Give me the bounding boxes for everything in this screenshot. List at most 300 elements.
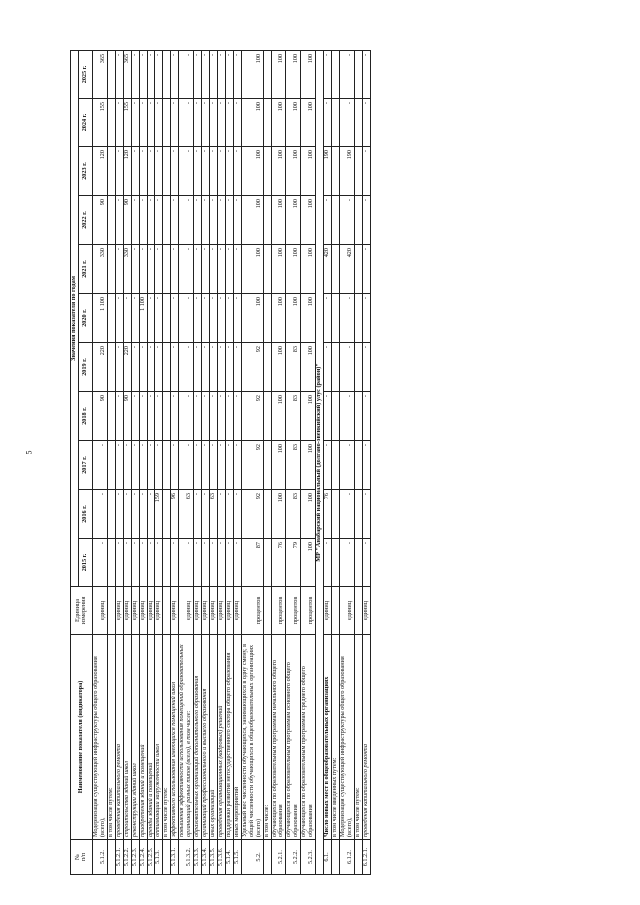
row-year-value: - bbox=[115, 539, 123, 587]
row-year-value bbox=[163, 441, 171, 490]
row-year-value bbox=[263, 294, 271, 343]
row-year-value: - bbox=[210, 196, 218, 245]
table-row bbox=[263, 50, 271, 874]
row-year-value: - bbox=[202, 441, 210, 490]
row-year-value: 100 bbox=[301, 392, 316, 441]
row-year-value: - bbox=[115, 245, 123, 294]
row-year-value: - bbox=[147, 294, 155, 343]
row-year-value: - bbox=[202, 147, 210, 196]
row-indicator-name: строительства зданий школ bbox=[123, 635, 131, 840]
row-indicator-name: оптимизации загруженности школ bbox=[155, 635, 163, 840]
row-year-value bbox=[107, 490, 115, 539]
row-year-value: - bbox=[139, 196, 147, 245]
row-year-value: 100 bbox=[241, 50, 263, 98]
row-year-value: - bbox=[147, 343, 155, 392]
row-year-value: - bbox=[233, 294, 241, 343]
row-unit: процентов bbox=[301, 587, 316, 635]
row-year-value: - bbox=[233, 245, 241, 294]
row-year-value bbox=[263, 343, 271, 392]
row-unit: единиц bbox=[131, 587, 139, 635]
row-year-value: - bbox=[233, 196, 241, 245]
row-year-value: - bbox=[210, 245, 218, 294]
row-number: 5.1.3.1. bbox=[171, 840, 179, 875]
row-year-value: - bbox=[217, 99, 225, 147]
row-year-value: 76 bbox=[324, 490, 332, 539]
row-year-value: - bbox=[210, 343, 218, 392]
row-number: 6.1. bbox=[324, 840, 332, 875]
row-year-value bbox=[332, 539, 340, 587]
row-year-value: 92 bbox=[241, 441, 263, 490]
row-year-value: 100 bbox=[271, 441, 286, 490]
row-year-value: - bbox=[179, 294, 194, 343]
row-year-value bbox=[332, 343, 340, 392]
row-year-value: - bbox=[194, 441, 202, 490]
row-number: 5.1.2. bbox=[92, 840, 107, 875]
row-year-value bbox=[354, 441, 362, 490]
row-year-value: 100 bbox=[271, 343, 286, 392]
row-year-value: - bbox=[324, 343, 332, 392]
row-year-value: 100 bbox=[271, 245, 286, 294]
row-year-value: - bbox=[139, 343, 147, 392]
row-year-value: - bbox=[233, 99, 241, 147]
row-year-value bbox=[332, 99, 340, 147]
row-year-value: - bbox=[339, 196, 354, 245]
row-indicator-name: эффективного использования имеющихся помещений школ bbox=[171, 635, 179, 840]
row-year-value: - bbox=[147, 490, 155, 539]
row-unit: единиц bbox=[179, 587, 194, 635]
row-year-value: 100 bbox=[301, 343, 316, 392]
row-number: 5.1.2.1. bbox=[115, 840, 123, 875]
row-year-value: - bbox=[139, 245, 147, 294]
row-year-value: 100 bbox=[241, 196, 263, 245]
row-unit: единиц bbox=[123, 587, 131, 635]
row-number bbox=[332, 840, 340, 875]
row-year-value bbox=[354, 147, 362, 196]
row-indicator-name: повышения эффективности использования помещений образовательных организаций разных типов (всего), в том числе: bbox=[179, 635, 194, 840]
row-year-value: 100 bbox=[271, 50, 286, 98]
row-year-value: - bbox=[339, 441, 354, 490]
header-year: 2018 г. bbox=[78, 392, 92, 441]
row-year-value: - bbox=[123, 539, 131, 587]
row-year-value bbox=[163, 392, 171, 441]
row-year-value bbox=[332, 294, 340, 343]
row-year-value: - bbox=[194, 196, 202, 245]
row-year-value: - bbox=[225, 539, 233, 587]
row-year-value bbox=[163, 196, 171, 245]
row-year-value: - bbox=[115, 99, 123, 147]
row-year-value: 100 bbox=[286, 245, 301, 294]
row-unit: единиц bbox=[139, 587, 147, 635]
row-indicator-name: Число новых мест в общеобразовательных организациях bbox=[324, 635, 332, 840]
row-year-value: - bbox=[225, 245, 233, 294]
row-year-value: - bbox=[324, 392, 332, 441]
header-year: 2017 г. bbox=[78, 441, 92, 490]
row-year-value: 100 bbox=[301, 245, 316, 294]
row-year-value: - bbox=[194, 147, 202, 196]
row-year-value: 83 bbox=[286, 441, 301, 490]
row-year-value: 100 bbox=[301, 147, 316, 196]
row-year-value: 63 bbox=[179, 490, 194, 539]
row-number: 5.1.3.4. bbox=[202, 840, 210, 875]
table-row bbox=[362, 50, 370, 874]
row-year-value bbox=[107, 196, 115, 245]
row-year-value: 100 bbox=[271, 294, 286, 343]
row-year-value: - bbox=[362, 441, 370, 490]
row-year-value: 100 bbox=[286, 147, 301, 196]
row-year-value: - bbox=[115, 50, 123, 98]
page-number: 5 bbox=[24, 450, 34, 455]
row-year-value: - bbox=[233, 392, 241, 441]
row-year-value: - bbox=[171, 539, 179, 587]
row-year-value: 100 bbox=[301, 294, 316, 343]
row-year-value: - bbox=[202, 539, 210, 587]
row-year-value: - bbox=[171, 147, 179, 196]
row-number: 5.1.3.5. bbox=[210, 840, 218, 875]
row-unit: единиц bbox=[210, 587, 218, 635]
row-year-value: - bbox=[131, 539, 139, 587]
row-year-value: - bbox=[179, 99, 194, 147]
section-title: МР "Анабарский национальный (долгано-эвенкийский) улус (район)" bbox=[316, 50, 324, 874]
row-year-value: - bbox=[362, 294, 370, 343]
row-year-value: - bbox=[202, 245, 210, 294]
row-year-value: 220 bbox=[92, 343, 107, 392]
row-year-value bbox=[163, 50, 171, 98]
row-year-value: - bbox=[139, 50, 147, 98]
row-year-value bbox=[332, 392, 340, 441]
row-year-value: - bbox=[210, 392, 218, 441]
row-year-value: - bbox=[147, 196, 155, 245]
row-year-value: 92 bbox=[241, 490, 263, 539]
row-number: 5.1.3.2. bbox=[179, 840, 194, 875]
row-indicator-name: проведения организационных (кадровых) решений bbox=[217, 635, 225, 840]
row-year-value: - bbox=[194, 50, 202, 98]
row-year-value: 220 bbox=[123, 343, 131, 392]
row-year-value bbox=[354, 99, 362, 147]
row-year-value bbox=[107, 147, 115, 196]
row-year-value: - bbox=[339, 99, 354, 147]
row-year-value: - bbox=[139, 99, 147, 147]
row-year-value: - bbox=[233, 50, 241, 98]
row-year-value: 100 bbox=[271, 490, 286, 539]
row-number: 5.1.2.2. bbox=[123, 840, 131, 875]
row-number: 5.1.3.6. bbox=[217, 840, 225, 875]
row-year-value: - bbox=[147, 99, 155, 147]
row-year-value bbox=[263, 392, 271, 441]
row-year-value: - bbox=[225, 392, 233, 441]
row-year-value: - bbox=[233, 343, 241, 392]
table-row bbox=[131, 50, 139, 874]
table-row bbox=[179, 50, 194, 874]
row-year-value: - bbox=[339, 343, 354, 392]
header-year: 2020 г. bbox=[78, 294, 92, 343]
row-year-value: - bbox=[202, 50, 210, 98]
table-row bbox=[92, 50, 107, 874]
row-number: 5.2. bbox=[241, 840, 263, 875]
row-year-value: - bbox=[131, 245, 139, 294]
row-year-value bbox=[163, 147, 171, 196]
row-year-value: - bbox=[339, 539, 354, 587]
row-year-value: 100 bbox=[271, 196, 286, 245]
row-year-value: - bbox=[202, 196, 210, 245]
row-year-value: - bbox=[171, 294, 179, 343]
row-year-value: - bbox=[171, 343, 179, 392]
row-year-value: - bbox=[171, 99, 179, 147]
row-indicator-name: иных организаций bbox=[210, 635, 218, 840]
row-year-value: - bbox=[131, 343, 139, 392]
row-year-value: - bbox=[324, 99, 332, 147]
row-year-value: - bbox=[139, 539, 147, 587]
row-year-value: 83 bbox=[286, 392, 301, 441]
row-unit: процентов bbox=[286, 587, 301, 635]
row-year-value: 83 bbox=[286, 343, 301, 392]
row-year-value: - bbox=[179, 147, 194, 196]
row-year-value bbox=[163, 245, 171, 294]
row-year-value: - bbox=[194, 392, 202, 441]
header-num: № п/п bbox=[71, 840, 93, 875]
table-row bbox=[324, 50, 332, 874]
row-year-value: - bbox=[155, 343, 163, 392]
row-year-value: - bbox=[131, 196, 139, 245]
row-unit: процентов bbox=[271, 587, 286, 635]
row-year-value: 100 bbox=[286, 99, 301, 147]
row-year-value: - bbox=[362, 392, 370, 441]
row-indicator-name: в том числе путем: bbox=[163, 635, 171, 840]
row-year-value: - bbox=[233, 441, 241, 490]
row-year-value bbox=[107, 392, 115, 441]
row-year-value: - bbox=[171, 196, 179, 245]
table-row bbox=[301, 50, 316, 874]
row-year-value: - bbox=[194, 343, 202, 392]
row-year-value: - bbox=[194, 245, 202, 294]
row-year-value: - bbox=[147, 539, 155, 587]
row-unit: единиц bbox=[217, 587, 225, 635]
row-unit: единиц bbox=[147, 587, 155, 635]
row-year-value: - bbox=[210, 99, 218, 147]
row-year-value bbox=[332, 245, 340, 294]
row-year-value: - bbox=[179, 343, 194, 392]
row-year-value: 100 bbox=[241, 294, 263, 343]
row-year-value: - bbox=[202, 343, 210, 392]
row-number: 5.1.3.3. bbox=[194, 840, 202, 875]
row-year-value: - bbox=[339, 490, 354, 539]
row-year-value: - bbox=[324, 441, 332, 490]
row-number: 5.1.4. bbox=[225, 840, 233, 875]
row-year-value bbox=[163, 294, 171, 343]
row-year-value: - bbox=[225, 294, 233, 343]
row-year-value: 100 bbox=[301, 441, 316, 490]
row-year-value bbox=[107, 539, 115, 587]
row-year-value: - bbox=[339, 50, 354, 98]
row-indicator-name: Модернизация существующей инфраструктуры общего образования (всего), bbox=[92, 635, 107, 840]
row-indicator-name: Удельный вес численности обучающихся, занимающихся в одну смену, в общей численности обучающихся в общеобразовательных организациях (всего) bbox=[241, 635, 263, 840]
row-indicator-name: иных мероприятий bbox=[233, 635, 241, 840]
row-year-value: - bbox=[233, 147, 241, 196]
row-year-value: - bbox=[362, 490, 370, 539]
row-year-value: - bbox=[362, 147, 370, 196]
row-unit: единиц bbox=[324, 587, 332, 635]
row-indicator-name: в том числе: bbox=[263, 635, 271, 840]
row-year-value bbox=[263, 441, 271, 490]
row-year-value: - bbox=[92, 490, 107, 539]
row-year-value: - bbox=[217, 245, 225, 294]
row-year-value: - bbox=[139, 392, 147, 441]
row-year-value: - bbox=[225, 441, 233, 490]
row-year-value: - bbox=[202, 392, 210, 441]
row-year-value: - bbox=[225, 343, 233, 392]
row-year-value bbox=[332, 441, 340, 490]
row-year-value: - bbox=[115, 196, 123, 245]
row-year-value: 100 bbox=[301, 99, 316, 147]
row-year-value: 100 bbox=[271, 147, 286, 196]
row-year-value: - bbox=[115, 147, 123, 196]
header-year: 2024 г. bbox=[78, 99, 92, 147]
row-number: 5.1.2.3. bbox=[131, 840, 139, 875]
row-number: 5.1.3. bbox=[155, 840, 163, 875]
row-year-value: - bbox=[225, 99, 233, 147]
table-body bbox=[92, 50, 370, 874]
row-year-value: - bbox=[225, 147, 233, 196]
table-row bbox=[155, 50, 163, 874]
row-indicator-name: в том числе введенных путем: bbox=[332, 635, 340, 840]
header-name: Наименование показателя (индикатора) bbox=[71, 635, 93, 840]
row-year-value: - bbox=[217, 147, 225, 196]
row-year-value: - bbox=[210, 50, 218, 98]
row-year-value bbox=[354, 196, 362, 245]
row-number: 5.2.2. bbox=[286, 840, 301, 875]
row-year-value: - bbox=[225, 50, 233, 98]
row-year-value: - bbox=[324, 294, 332, 343]
row-year-value: - bbox=[210, 294, 218, 343]
row-indicator-name: Модернизация существующей инфраструктуры общего образования (всего), bbox=[339, 635, 354, 840]
row-year-value: - bbox=[362, 539, 370, 587]
row-year-value bbox=[332, 196, 340, 245]
row-year-value bbox=[263, 50, 271, 98]
row-year-value bbox=[263, 99, 271, 147]
row-indicator-name: приобретения зданий и помещений bbox=[139, 635, 147, 840]
row-year-value bbox=[107, 99, 115, 147]
row-year-value: - bbox=[194, 539, 202, 587]
row-year-value: 100 bbox=[301, 196, 316, 245]
row-year-value: - bbox=[131, 147, 139, 196]
row-year-value: - bbox=[217, 539, 225, 587]
row-year-value: - bbox=[155, 99, 163, 147]
row-indicator-name: поддержки развития негосударственного сектора общего образования bbox=[225, 635, 233, 840]
row-year-value: - bbox=[202, 294, 210, 343]
row-unit: единиц bbox=[92, 587, 107, 635]
row-year-value: 365 bbox=[123, 50, 131, 98]
row-year-value: - bbox=[324, 50, 332, 98]
table-row bbox=[225, 50, 233, 874]
row-year-value: - bbox=[179, 539, 194, 587]
header-year: 2015 г. bbox=[78, 539, 92, 587]
row-year-value bbox=[354, 50, 362, 98]
row-year-value: - bbox=[131, 294, 139, 343]
row-year-value: - bbox=[179, 245, 194, 294]
row-year-value bbox=[354, 343, 362, 392]
row-year-value: - bbox=[217, 490, 225, 539]
row-indicator-name: организаций профессионального и высшего образования bbox=[202, 635, 210, 840]
row-year-value: - bbox=[115, 392, 123, 441]
row-year-value: - bbox=[155, 196, 163, 245]
table-row bbox=[339, 50, 354, 874]
row-year-value: 330 bbox=[92, 245, 107, 294]
row-year-value: 155 bbox=[123, 99, 131, 147]
row-year-value: - bbox=[155, 147, 163, 196]
rotated-table-page bbox=[70, 50, 600, 875]
row-year-value: - bbox=[324, 196, 332, 245]
row-year-value: 190 bbox=[324, 147, 332, 196]
row-year-value: - bbox=[147, 50, 155, 98]
row-year-value bbox=[107, 441, 115, 490]
row-year-value: - bbox=[171, 392, 179, 441]
row-year-value: 100 bbox=[241, 245, 263, 294]
row-year-value: - bbox=[362, 99, 370, 147]
row-year-value: - bbox=[155, 441, 163, 490]
row-indicator-name: обучающихся по образовательным программам основного общего образования bbox=[286, 635, 301, 840]
row-year-value: 155 bbox=[92, 99, 107, 147]
row-indicator-name: проведения капитального ремонта bbox=[115, 635, 123, 840]
row-year-value: - bbox=[233, 490, 241, 539]
row-year-value: 1 100 bbox=[92, 294, 107, 343]
row-year-value: 90 bbox=[123, 392, 131, 441]
row-year-value: - bbox=[217, 294, 225, 343]
row-year-value: - bbox=[217, 441, 225, 490]
row-year-value: 420 bbox=[324, 245, 332, 294]
row-year-value: - bbox=[155, 245, 163, 294]
row-year-value bbox=[332, 50, 340, 98]
row-year-value: 76 bbox=[271, 539, 286, 587]
row-year-value: - bbox=[233, 539, 241, 587]
row-unit: единиц bbox=[233, 587, 241, 635]
row-unit: единиц bbox=[171, 587, 179, 635]
row-year-value: - bbox=[131, 392, 139, 441]
row-year-value: - bbox=[362, 343, 370, 392]
row-year-value: 100 bbox=[286, 294, 301, 343]
row-indicator-name: в том числе путем: bbox=[354, 635, 362, 840]
row-year-value: - bbox=[194, 99, 202, 147]
header-year: 2023 г. bbox=[78, 147, 92, 196]
row-unit: единиц bbox=[362, 587, 370, 635]
row-year-value: - bbox=[179, 441, 194, 490]
row-year-value: - bbox=[179, 50, 194, 98]
row-year-value: - bbox=[123, 441, 131, 490]
row-unit bbox=[332, 587, 340, 635]
row-year-value: - bbox=[194, 294, 202, 343]
row-year-value: - bbox=[147, 245, 155, 294]
row-year-value: - bbox=[324, 539, 332, 587]
header-year: 2021 г. bbox=[78, 245, 92, 294]
header-years-group: Значения показателя по годам bbox=[71, 50, 79, 586]
row-year-value: 92 bbox=[241, 392, 263, 441]
header-year: 2016 г. bbox=[78, 490, 92, 539]
row-year-value: 87 bbox=[241, 539, 263, 587]
row-year-value bbox=[354, 392, 362, 441]
row-year-value bbox=[107, 245, 115, 294]
row-year-value bbox=[354, 539, 362, 587]
row-year-value: - bbox=[362, 50, 370, 98]
row-year-value: 96 bbox=[171, 490, 179, 539]
table-row bbox=[202, 50, 210, 874]
row-indicator-name: обучающихся по образовательным программам среднего общего образования bbox=[301, 635, 316, 840]
row-number: 5.2.3. bbox=[301, 840, 316, 875]
row-unit: единиц bbox=[202, 587, 210, 635]
row-year-value: - bbox=[339, 294, 354, 343]
row-year-value: - bbox=[139, 490, 147, 539]
row-year-value: - bbox=[217, 50, 225, 98]
row-year-value: 92 bbox=[241, 343, 263, 392]
row-year-value: - bbox=[210, 147, 218, 196]
row-year-value: - bbox=[139, 441, 147, 490]
